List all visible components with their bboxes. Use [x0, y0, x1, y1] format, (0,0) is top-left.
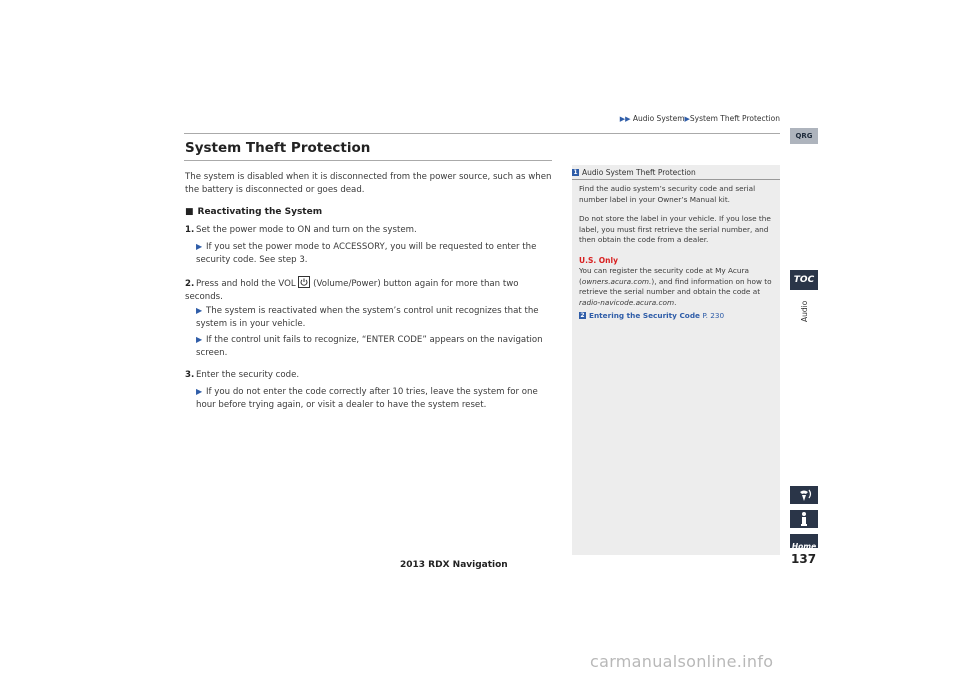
us-only-label: U.S. Only: [579, 256, 618, 265]
step-text: Set the power mode to ON and turn on the system.: [196, 225, 417, 235]
step-text: Enter the security code.: [196, 370, 300, 380]
title-divider: [184, 160, 552, 161]
toc-tab[interactable]: TOC: [790, 270, 818, 290]
link-page[interactable]: P. 230: [702, 311, 725, 320]
voice-icon: [790, 486, 818, 504]
note-icon: 1: [573, 169, 578, 176]
page-title: System Theft Protection: [185, 140, 371, 156]
header-divider: [184, 133, 780, 134]
footer-title: 2013 RDX Navigation: [400, 560, 508, 570]
note-text: ), and find information on how to retrieve the serial number and obtain the code at: [579, 276, 772, 297]
intro-paragraph: The system is disabled when it is disconnected from the power source, such as when the battery is disconnected or goes dead.: [185, 172, 552, 195]
breadcrumb-arrow-icon: ▶▶: [619, 115, 631, 123]
info-button[interactable]: [790, 510, 818, 528]
radio-url: radio-navicode.acura.com: [579, 298, 675, 308]
subheading: [185, 207, 322, 217]
home-button[interactable]: [790, 534, 818, 551]
arrow-bullet-icon: ▶: [196, 242, 203, 251]
step-text-after: (Volume/Power) button again for more than two seconds.: [185, 279, 519, 302]
note-paragraph-3: [579, 266, 775, 309]
link-text[interactable]: Entering the Security Code: [589, 311, 700, 320]
subheading-text: Reactivating the System: [197, 207, 323, 217]
bullet-text: If the control unit fails to recognize, “ENTER CODE” appears on the navigation screen.: [196, 335, 543, 358]
security-code-link[interactable]: [579, 311, 775, 322]
step-1-bullet-1: [196, 241, 546, 266]
voice-command-button[interactable]: [790, 486, 818, 504]
step-2-bullet-1: [196, 305, 546, 330]
step-number: 3.: [185, 370, 195, 380]
step-number: 1.: [185, 225, 195, 235]
breadcrumb-arrow-icon: ▶: [684, 115, 690, 123]
step-3: [185, 369, 555, 382]
step-2: [185, 276, 555, 303]
step-number: 2.: [185, 279, 195, 289]
note-text: You can register the security code at My Acura (: [579, 266, 750, 286]
breadcrumb-current: System Theft Protection: [689, 114, 780, 123]
owners-url: owners.acura.com.: [581, 276, 652, 286]
note-paragraph-2: Do not store the label in your vehicle. If you lose the label, you must first retrieve the serial number, and then obtain the code from a dealer.: [579, 214, 771, 245]
arrow-bullet-icon: ▶: [196, 387, 203, 396]
page-number: 137: [791, 552, 817, 566]
bullet-text: If you do not enter the code correctly after 10 tries, leave the system for one hour before trying again, or visit a dealer to have the system reset.: [196, 387, 538, 410]
qrg-tab[interactable]: QRG: [790, 128, 818, 144]
arrow-bullet-icon: ▶: [196, 306, 203, 315]
reference-icon: 2: [580, 312, 585, 319]
arrow-bullet-icon: ▶: [196, 335, 203, 344]
watermark: carmanualsonline.info: [590, 652, 774, 671]
info-icon: [790, 510, 818, 528]
section-label: Audio: [800, 300, 809, 322]
note-panel-heading: [572, 168, 780, 177]
bullet-text: If you set the power mode to ACCESSORY, you will be requested to enter the security code. See step 3.: [196, 242, 537, 265]
bullet-text: The system is reactivated when the system’s control unit recognizes that the system is in your vehicle.: [196, 306, 539, 329]
breadcrumb: [560, 114, 780, 123]
home-label: Home: [791, 542, 817, 551]
step-text-before: Press and hold the VOL: [196, 279, 296, 289]
breadcrumb-section[interactable]: Audio System: [632, 114, 685, 123]
power-button-icon: [298, 276, 310, 288]
step-1: [185, 224, 555, 237]
square-bullet-icon: ■: [185, 207, 194, 217]
note-panel-divider: [572, 179, 780, 180]
step-2-bullet-2: [196, 334, 546, 359]
note-paragraph-1: Find the audio system’s security code and serial number label in your Owner’s Manual kit.: [579, 184, 756, 204]
note-heading-text: Audio System Theft Protection: [582, 168, 696, 177]
note-text: .: [674, 298, 677, 308]
step-3-bullet-1: [196, 386, 546, 411]
